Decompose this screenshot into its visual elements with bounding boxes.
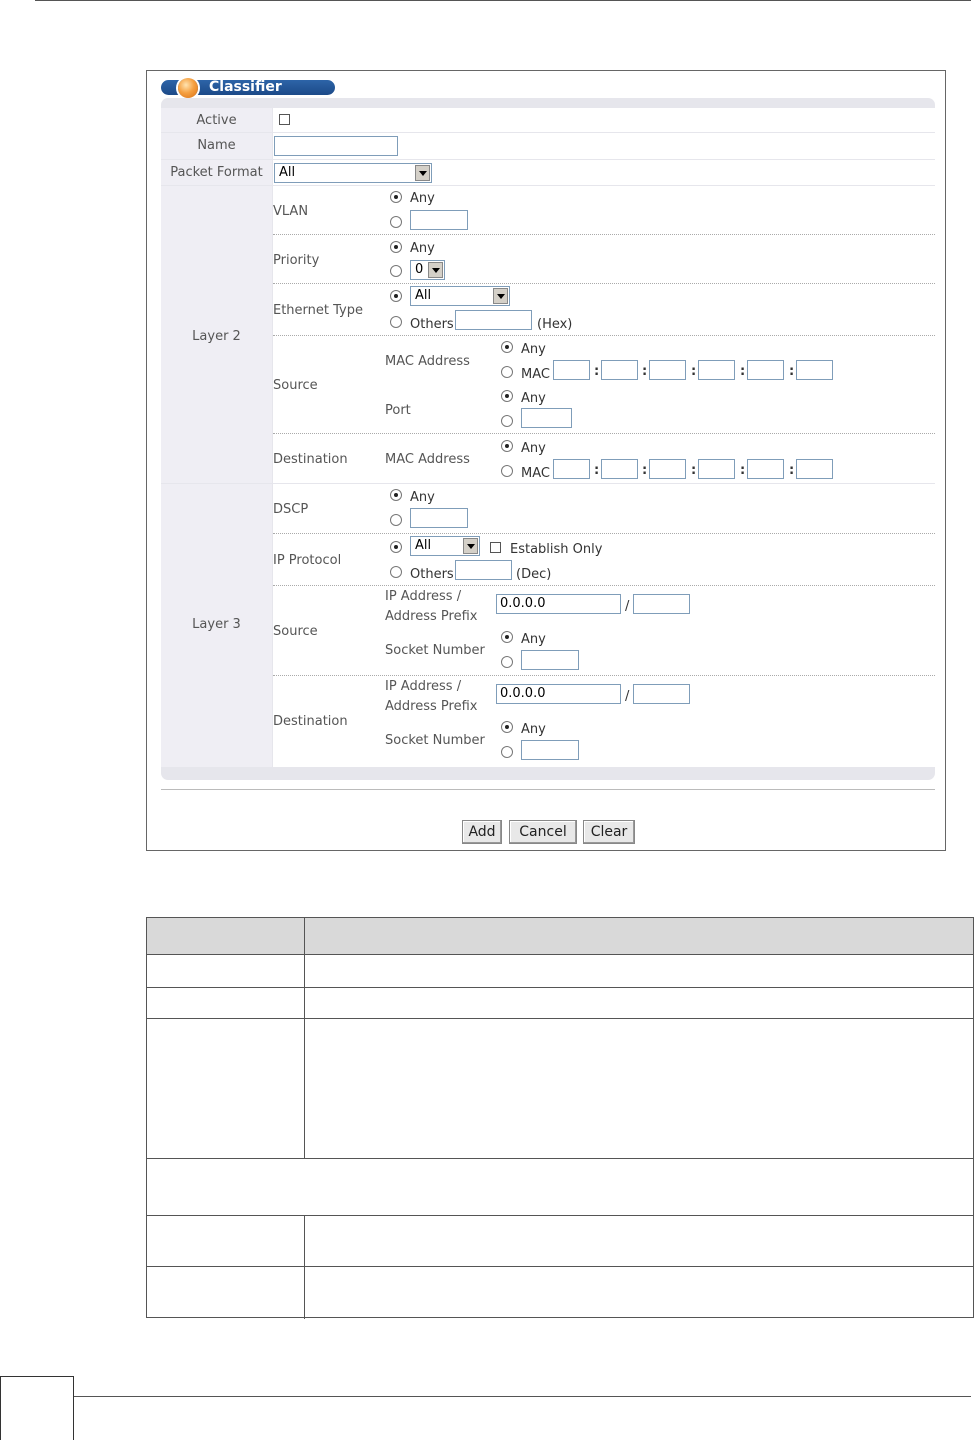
src-mac-custom-radio[interactable]: [501, 366, 513, 378]
footer-rule: [74, 1396, 971, 1397]
colon: :: [691, 463, 697, 478]
screen-title: Classifier: [209, 79, 282, 95]
description-table: [146, 917, 974, 1318]
table-row: [147, 1158, 973, 1159]
src-mac-octet-4[interactable]: [698, 360, 735, 380]
dst-socket-custom-radio[interactable]: [501, 746, 513, 758]
dscp-label: DSCP: [273, 502, 309, 517]
port-custom-radio[interactable]: [501, 415, 513, 427]
layer3-block: [161, 484, 935, 767]
src-mac-any-label: Any: [521, 342, 546, 357]
dst-mac-address-label: MAC Address: [385, 452, 470, 467]
ethertype-select-radio[interactable]: [390, 290, 402, 302]
active-checkbox[interactable]: [279, 114, 290, 125]
port-any-radio[interactable]: [501, 390, 513, 402]
name-label: Name: [197, 138, 236, 153]
src-mac-octet-6[interactable]: [796, 360, 833, 380]
title-bar: [161, 80, 335, 95]
table-row: [147, 987, 973, 988]
cancel-button[interactable]: Cancel: [509, 820, 577, 844]
page-top-rule: [35, 0, 971, 1]
chevron-down-icon: [415, 165, 430, 181]
dst-mac-any-radio[interactable]: [501, 440, 513, 452]
colon: :: [789, 463, 795, 478]
chevron-down-icon: [463, 538, 478, 554]
add-button[interactable]: Add: [462, 820, 502, 844]
dst-ip-label-2: Address Prefix: [385, 699, 478, 714]
ip-protocol-select[interactable]: [410, 536, 480, 556]
src-socket-any-label: Any: [521, 632, 546, 647]
port-input[interactable]: [521, 408, 572, 428]
name-input[interactable]: [274, 136, 398, 156]
establish-only-checkbox[interactable]: [490, 542, 501, 553]
active-row: [161, 108, 935, 132]
ethertype-select[interactable]: [410, 286, 510, 306]
src-ip-input[interactable]: 0.0.0.0: [496, 594, 621, 614]
table-row: [147, 1215, 973, 1216]
colon: :: [740, 364, 746, 379]
dst-mac-octet-3[interactable]: [649, 459, 686, 479]
dst-mac-octet-4[interactable]: [698, 459, 735, 479]
dst-socket-any-radio[interactable]: [501, 721, 513, 733]
src-socket-any-radio[interactable]: [501, 631, 513, 643]
dst-mac-custom-radio[interactable]: [501, 465, 513, 477]
l3-destination-label: Destination: [273, 714, 348, 729]
name-row: [161, 133, 935, 159]
packet-format-value: All: [279, 165, 296, 180]
ip-protocol-others-input[interactable]: [455, 560, 512, 580]
table-header: [147, 918, 973, 954]
dst-socket-input[interactable]: [521, 740, 579, 760]
ip-protocol-value: All: [415, 538, 432, 553]
packet-format-label: Packet Format: [170, 165, 263, 180]
colon: :: [594, 364, 600, 379]
ip-protocol-label: IP Protocol: [273, 553, 342, 568]
dscp-any-radio[interactable]: [390, 489, 402, 501]
colon: :: [740, 463, 746, 478]
form-panel: [161, 98, 935, 780]
table-row: [147, 1018, 973, 1019]
dst-mac-octet-6[interactable]: [796, 459, 833, 479]
dscp-any-label: Any: [410, 490, 435, 505]
ethernet-type-label: Ethernet Type: [273, 303, 363, 318]
dst-socket-label: Socket Number: [385, 733, 485, 748]
clear-button[interactable]: Clear: [583, 820, 635, 844]
vlan-input[interactable]: [410, 210, 468, 230]
src-mac-octet-3[interactable]: [649, 360, 686, 380]
vlan-label: VLAN: [273, 204, 309, 219]
page-number-box: [0, 1376, 74, 1440]
ip-protocol-others-radio[interactable]: [390, 566, 402, 578]
ip-protocol-others-label: Others: [410, 567, 454, 582]
colon: :: [789, 364, 795, 379]
layer2-label: Layer 2: [192, 329, 241, 344]
button-divider: [161, 789, 935, 790]
l3-source-label: Source: [273, 624, 318, 639]
dst-mac-octet-1[interactable]: [553, 459, 590, 479]
priority-select[interactable]: [410, 260, 445, 280]
dst-mac-label: MAC: [521, 466, 550, 481]
src-slash: /: [625, 599, 630, 614]
establish-only-label: Establish Only: [510, 542, 603, 557]
src-socket-custom-radio[interactable]: [501, 656, 513, 668]
l2-source-label: Source: [273, 378, 318, 393]
dscp-input[interactable]: [410, 508, 468, 528]
table-row: [147, 954, 973, 955]
src-socket-input[interactable]: [521, 650, 579, 670]
src-mac-label: MAC: [521, 367, 550, 382]
dst-mac-any-label: Any: [521, 441, 546, 456]
ethertype-others-radio[interactable]: [390, 316, 402, 328]
vlan-any-radio[interactable]: [390, 191, 402, 203]
priority-custom-radio[interactable]: [390, 265, 402, 277]
vlan-custom-radio[interactable]: [390, 216, 402, 228]
src-mac-address-label: MAC Address: [385, 354, 470, 369]
priority-value: 0: [415, 262, 424, 277]
port-label: Port: [385, 403, 411, 418]
src-socket-label: Socket Number: [385, 643, 485, 658]
hex-label: (Hex): [537, 317, 573, 332]
orb-icon: [178, 78, 198, 98]
dst-slash: /: [625, 689, 630, 704]
vlan-any-label: Any: [410, 191, 435, 206]
packet-format-row: [161, 160, 935, 185]
dst-mac-octet-5[interactable]: [747, 459, 784, 479]
colon: :: [642, 364, 648, 379]
priority-any-radio[interactable]: [390, 241, 402, 253]
dscp-custom-radio[interactable]: [390, 514, 402, 526]
l2-destination-label: Destination: [273, 452, 348, 467]
ethertype-value: All: [415, 288, 432, 303]
src-mac-octet-2[interactable]: [601, 360, 638, 380]
packet-format-select[interactable]: [274, 163, 432, 183]
table-row: [147, 1266, 973, 1267]
active-label: Active: [196, 113, 237, 128]
dec-label: (Dec): [516, 567, 552, 582]
chevron-down-icon: [493, 288, 508, 304]
dst-socket-any-label: Any: [521, 722, 546, 737]
dst-ip-input[interactable]: 0.0.0.0: [496, 684, 621, 704]
dst-prefix-input[interactable]: [633, 684, 690, 704]
dst-ip-label-1: IP Address /: [385, 679, 462, 694]
priority-label: Priority: [273, 253, 320, 268]
src-ip-label-1: IP Address /: [385, 589, 462, 604]
classifier-screen: [146, 70, 946, 851]
ip-protocol-select-radio[interactable]: [390, 541, 402, 553]
src-ip-label-2: Address Prefix: [385, 609, 478, 624]
ethertype-others-label: Others: [410, 317, 454, 332]
src-mac-any-radio[interactable]: [501, 341, 513, 353]
dst-mac-octet-2[interactable]: [601, 459, 638, 479]
port-any-label: Any: [521, 391, 546, 406]
colon: :: [594, 463, 600, 478]
src-prefix-input[interactable]: [633, 594, 690, 614]
priority-any-label: Any: [410, 241, 435, 256]
colon: :: [642, 463, 648, 478]
layer2-block: [161, 186, 935, 483]
chevron-down-icon: [428, 262, 443, 278]
colon: :: [691, 364, 697, 379]
ethertype-others-input[interactable]: [455, 310, 532, 330]
layer3-label: Layer 3: [192, 617, 241, 632]
src-mac-octet-1[interactable]: [553, 360, 590, 380]
src-mac-octet-5[interactable]: [747, 360, 784, 380]
